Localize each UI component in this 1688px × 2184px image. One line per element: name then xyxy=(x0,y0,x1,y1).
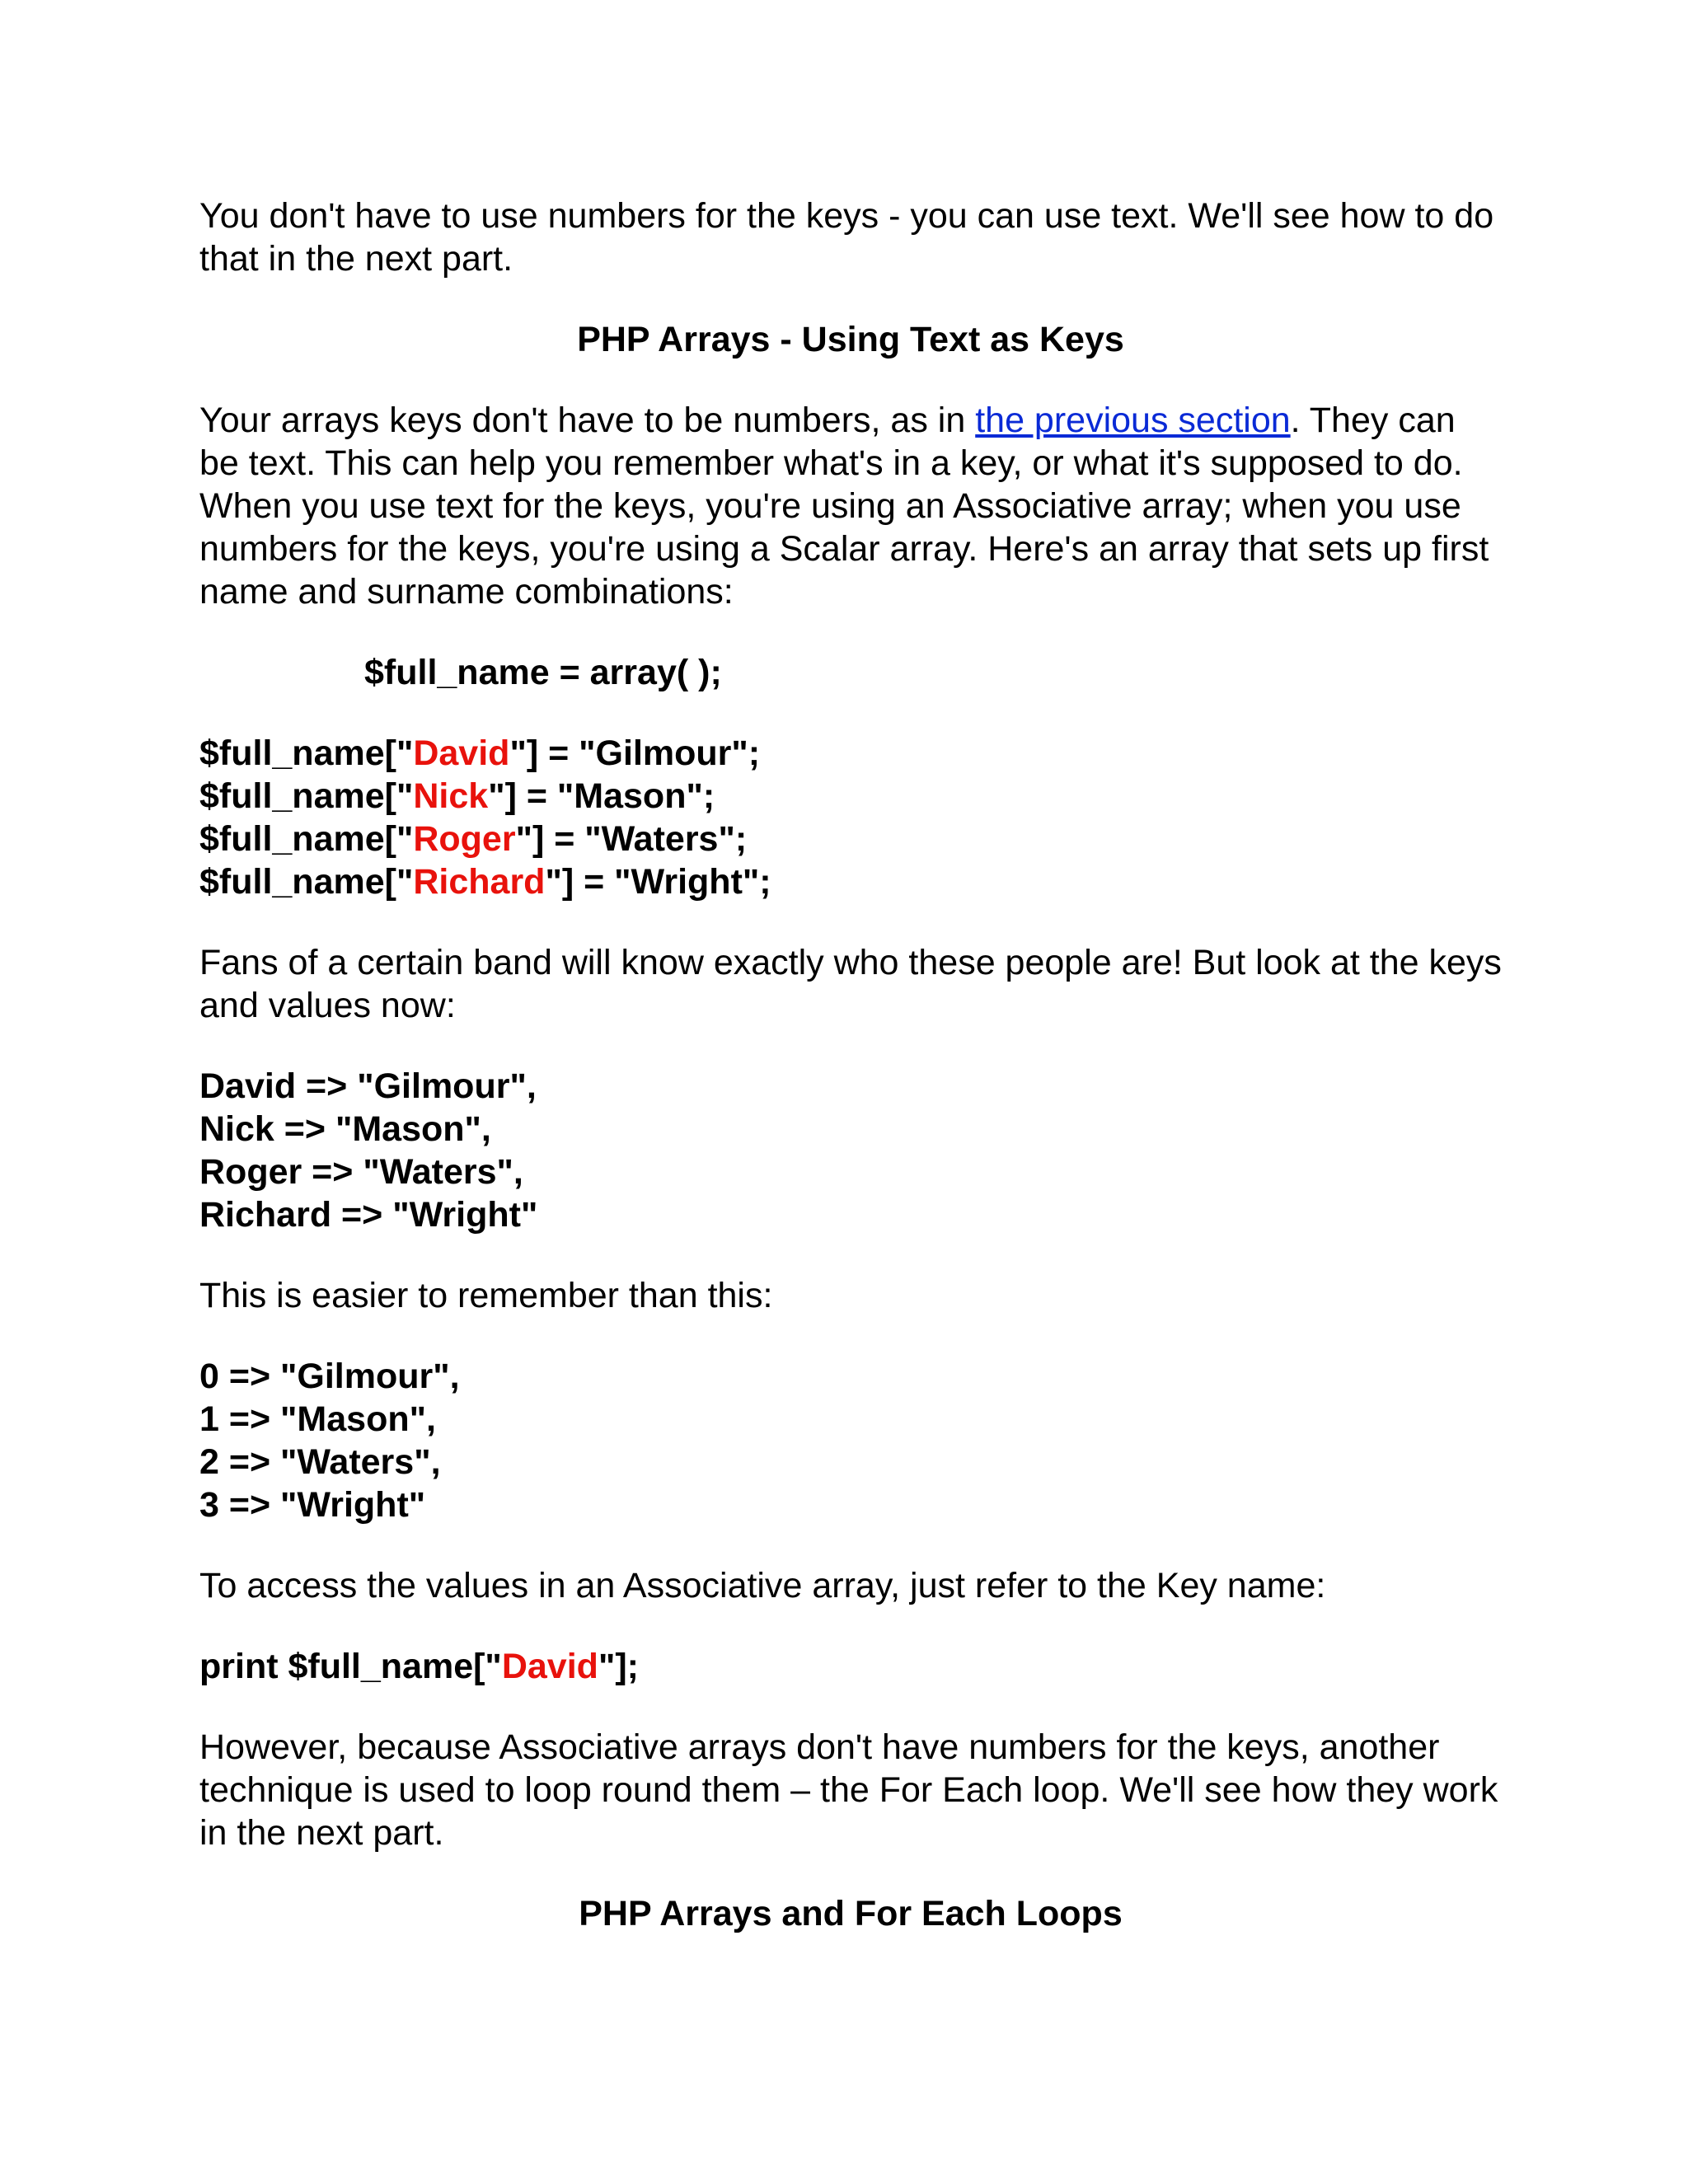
code-line-assignment xyxy=(199,775,1502,818)
paragraph-text-before-link: Your arrays keys don't have to be numbers, as in xyxy=(199,401,976,440)
scalar-pair-line: 2 => "Waters", xyxy=(199,1442,441,1482)
previous-section-link[interactable]: the previous section xyxy=(975,401,1291,440)
code-line-assignment xyxy=(199,860,1502,903)
code-suffix: "] = "Waters"; xyxy=(515,819,748,859)
code-prefix: $full_name[" xyxy=(199,733,414,773)
access-values-paragraph: To access the values in an Associative array, just refer to the Key name: xyxy=(199,1566,1326,1605)
code-line-init: $full_name = array( ); xyxy=(364,653,722,692)
scalar-pair-line: 0 => "Gilmour", xyxy=(199,1357,460,1396)
code-prefix: $full_name[" xyxy=(199,776,414,816)
assoc-pair-line: Nick => "Mason", xyxy=(199,1109,491,1149)
assoc-pair-line: Richard => "Wright" xyxy=(199,1195,538,1235)
code-line-print xyxy=(199,1645,1502,1688)
code-key-highlight: Roger xyxy=(413,819,516,859)
intro-paragraph: You don't have to use numbers for the keys - you can use text. We'll see how to do that in the next part. xyxy=(199,196,1494,279)
paragraph-text-after-link: . They can be text. This can help you remember what's in a key, or what it's supposed to do. When you use text for the keys, you're using an Associative array; when you use numbers for the keys, you're using a Scalar array. Here's an array that sets up first name and surname combinations: xyxy=(199,401,1489,612)
code-key-highlight: Nick xyxy=(413,776,489,816)
associative-array-paragraph xyxy=(199,399,1502,613)
section-heading-for-each: PHP Arrays and For Each Loops xyxy=(579,1894,1123,1933)
keys-values-paragraph: Fans of a certain band will know exactly who these people are! But look at the keys and values now: xyxy=(199,943,1502,1025)
scalar-pairs-block xyxy=(199,1355,1502,1526)
code-suffix: "] = "Wright"; xyxy=(545,862,771,902)
for-each-intro-paragraph: However, because Associative arrays don't have numbers for the keys, another technique is used to loop round them – the For Each loop. We'll see how they work in the next part. xyxy=(199,1727,1498,1853)
associative-pairs-block xyxy=(199,1065,1502,1236)
code-key-highlight: David xyxy=(501,1647,598,1686)
code-line-assignment xyxy=(199,818,1502,860)
code-prefix: $full_name[" xyxy=(199,819,414,859)
easier-to-remember-paragraph: This is easier to remember than this: xyxy=(199,1276,773,1315)
code-prefix: $full_name[" xyxy=(199,862,414,902)
code-suffix: "] = "Gilmour"; xyxy=(509,733,761,773)
assoc-pair-line: Roger => "Waters", xyxy=(199,1152,523,1192)
code-key-highlight: David xyxy=(413,733,510,773)
section-heading-text-keys: PHP Arrays - Using Text as Keys xyxy=(577,320,1124,359)
print-code-block xyxy=(199,1645,1502,1688)
code-key-highlight: Richard xyxy=(413,862,546,902)
array-init-code xyxy=(199,651,1502,694)
code-line-assignment xyxy=(199,732,1502,775)
assoc-pair-line: David => "Gilmour", xyxy=(199,1066,537,1106)
code-suffix: "] = "Mason"; xyxy=(488,776,715,816)
code-suffix: "]; xyxy=(598,1647,639,1686)
scalar-pair-line: 1 => "Mason", xyxy=(199,1399,436,1439)
assignment-code-block xyxy=(199,732,1502,903)
code-prefix: print $full_name[" xyxy=(199,1647,502,1686)
scalar-pair-line: 3 => "Wright" xyxy=(199,1485,426,1525)
document-page xyxy=(199,194,1502,1973)
